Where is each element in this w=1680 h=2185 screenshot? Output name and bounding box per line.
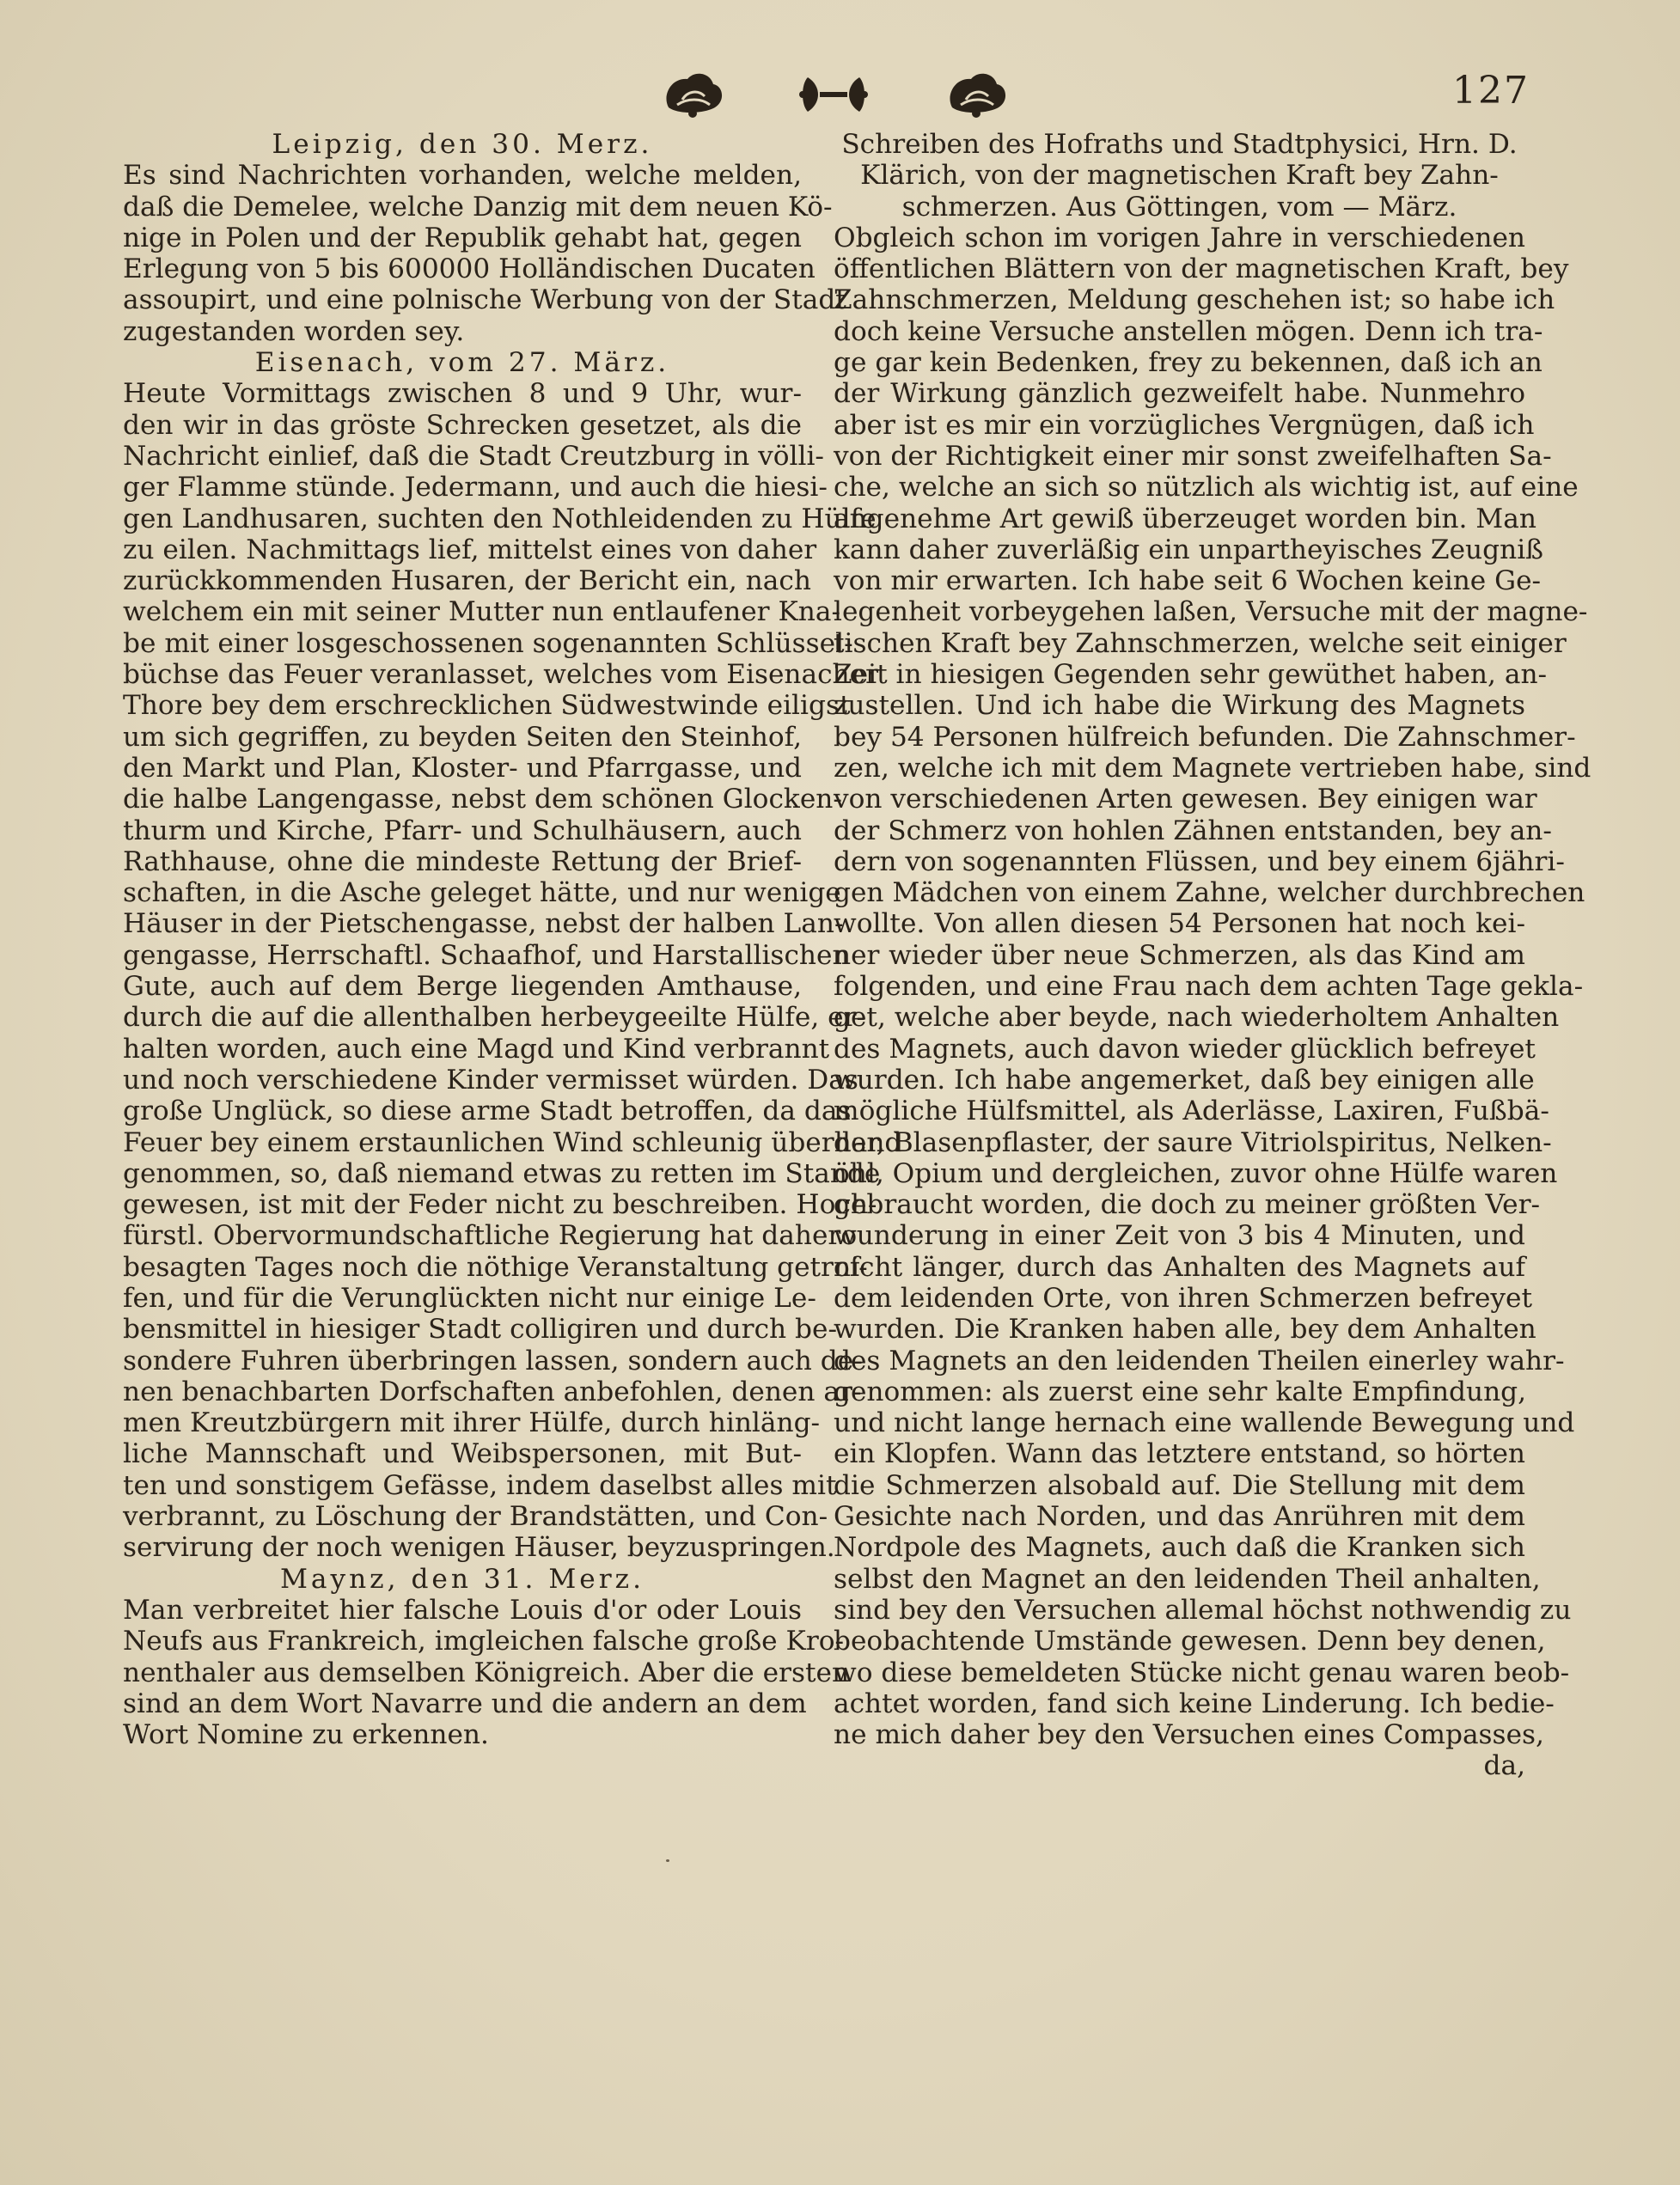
text-line: Zeit in hiesigen Gegenden sehr gewüthet haben, an- <box>834 659 1548 691</box>
text-line: Nachricht einlief, daß die Stadt Creutzburg in völli- <box>123 440 824 472</box>
dateline-leipzig: Leipzig, den 30. Merz. <box>272 129 653 160</box>
text-line: Rathhause, ohne die mindeste Rettung der Brief- <box>123 845 802 877</box>
text-line: Zahnschmerzen, Meldung geschehen ist; so habe ich <box>834 284 1555 316</box>
text-line: wurden. Die Kranken haben alle, bey dem Anhalten <box>834 1314 1536 1346</box>
text-line: Feuer bey einem erstaunlichen Wind schleunig überhand <box>123 1126 902 1158</box>
text-line: beobachtende Umstände gewesen. Denn bey denen, <box>834 1626 1546 1657</box>
text-line: ger Flamme stünde. Jedermann, und auch die hiesi- <box>123 472 828 504</box>
text-line: Gesichte nach Norden, und das Anrühren mit dem <box>834 1501 1525 1533</box>
text-line: Häuser in der Pietschengasse, nebst der halben Lan- <box>123 908 844 940</box>
text-line: nenthaler aus demselben Königreich. Aber die ersten <box>123 1657 850 1688</box>
text-line: gebraucht worden, die doch zu meiner größten Ver- <box>834 1189 1541 1221</box>
text-line: den Markt und Plan, Kloster- und Pfarrgasse, und <box>123 752 802 784</box>
text-line: Man verbreitet hier falsche Louis d'or oder Louis <box>123 1594 802 1626</box>
text-line: ne mich daher bey den Versuchen eines Compasses, <box>834 1719 1544 1751</box>
text-line: halten worden, auch eine Magd und Kind verbrannt <box>123 1033 830 1065</box>
text-line: be mit einer losgeschossenen sogenannten Schlüssel- <box>123 627 853 659</box>
text-line: zugestanden worden sey. <box>123 315 465 347</box>
text-line: mögliche Hülfsmittel, als Aderlässe, Laxiren, Fußbä- <box>834 1096 1549 1127</box>
text-line: Thore bey dem erschrecklichen Südwestwinde eiligst <box>123 690 851 722</box>
text-line: die halbe Langengasse, nebst dem schönen Glocken- <box>123 784 842 815</box>
text-line: von verschiedenen Arten gewesen. Bey einigen war <box>834 784 1537 815</box>
text-line: thurm und Kirche, Pfarr- und Schulhäusern, auch <box>123 815 802 846</box>
text-line: der, Blasenpflaster, der saure Vitriolspiritus, Nelken- <box>834 1126 1552 1158</box>
text-line: doch keine Versuche anstellen mögen. Denn ich tra- <box>834 315 1543 347</box>
text-line: bensmittel in hiesiger Stadt colligiren und durch be- <box>123 1314 837 1346</box>
text-line: ein Klopfen. Wann das letztere entstand, so hörten <box>834 1438 1525 1470</box>
text-line: men Kreutzbürgern mit ihrer Hülfe, durch hinläng- <box>123 1407 821 1439</box>
text-line: nen benachbarten Dorfschaften anbefohlen, denen ar- <box>123 1376 862 1407</box>
fleuron-ornament-icon <box>653 60 1014 129</box>
text-line: kann daher zuverläßig ein unpartheyisches Zeugniß <box>834 534 1543 565</box>
text-line: Heute Vormittags zwischen 8 und 9 Uhr, wur- <box>123 378 802 410</box>
text-line: ge gar kein Bedenken, frey zu bekennen, daß ich an <box>834 347 1543 379</box>
text-line: ten und sonstigem Gefässe, indem daselbst alles mit <box>123 1469 837 1501</box>
text-line: genommen: als zuerst eine sehr kalte Empfindung, <box>834 1376 1527 1407</box>
text-line: genommen, so, daß niemand etwas zu retten im Stande <box>123 1157 881 1189</box>
text-line: che, welche an sich so nützlich als wichtig ist, auf eine <box>834 472 1579 504</box>
text-line: öffentlichen Blättern von der magnetischen Kraft, bey <box>834 253 1569 285</box>
text-line: Obgleich schon im vorigen Jahre in verschiedenen <box>834 222 1525 253</box>
text-line: daß die Demelee, welche Danzig mit dem neuen Kö- <box>123 191 833 223</box>
text-line: wo diese bemeldeten Stücke nicht genau waren beob- <box>834 1657 1570 1688</box>
text-line: wurden. Ich habe angemerket, daß bey einigen alle <box>834 1064 1535 1096</box>
text-line: servirung der noch wenigen Häuser, beyzuspringen. <box>123 1532 835 1564</box>
text-line: fen, und für die Verunglückten nicht nur einige Le- <box>123 1282 816 1314</box>
text-line: öhl, Opium und dergleichen, zuvor ohne Hülfe waren <box>834 1157 1558 1189</box>
text-line: Wort Nomine zu erkennen. <box>123 1719 489 1751</box>
text-line: gen Landhusaren, suchten den Nothleidenden zu Hülfe <box>123 503 877 534</box>
text-line: von mir erwarten. Ich habe seit 6 Wochen keine Ge- <box>834 565 1542 597</box>
text-line: gewesen, ist mit der Feder nicht zu beschreiben. Hoch- <box>123 1189 877 1221</box>
text-line: büchse das Feuer veranlasset, welches vom Eisenacher <box>123 659 879 691</box>
article-title-line: Klärich, von der magnetischen Kraft bey Zahn- <box>860 160 1499 192</box>
text-line: ner wieder über neue Schmerzen, als das Kind am <box>834 939 1525 971</box>
text-line: achtet worden, fand sich keine Linderung. Ich bedie- <box>834 1688 1555 1719</box>
ink-speck <box>666 1859 669 1862</box>
text-line: von der Richtigkeit einer mir sonst zweifelhaften Sa- <box>834 440 1552 472</box>
text-line: die Schmerzen alsobald auf. Die Stellung mit dem <box>834 1469 1525 1501</box>
text-line: wollte. Von allen diesen 54 Personen hat noch kei- <box>834 908 1525 940</box>
article-title-line: schmerzen. Aus Göttingen, vom — März. <box>901 191 1457 223</box>
text-line: und noch verschiedene Kinder vermisset würden. Das <box>123 1064 858 1096</box>
article-title-line: Schreiben des Hofraths und Stadtphysici, Hrn. D. <box>841 129 1518 160</box>
text-line: angenehme Art gewiß überzeuget worden bin. Man <box>834 503 1536 534</box>
text-line: Nordpole des Magnets, auch daß die Kranken sich <box>834 1532 1525 1564</box>
text-line: zustellen. Und ich habe die Wirkung des Magnets <box>834 690 1525 722</box>
text-line: der Wirkung gänzlich gezweifelt habe. Nunmehro <box>834 378 1525 410</box>
dateline-eisenach: Eisenach, vom 27. März. <box>254 347 670 379</box>
text-line: wunderung in einer Zeit von 3 bis 4 Minuten, und <box>834 1220 1525 1252</box>
text-line: gen Mädchen von einem Zahne, welcher durchbrechen <box>834 877 1585 909</box>
text-line: der Schmerz von hohlen Zähnen entstanden, bey an- <box>834 815 1552 846</box>
text-line: große Unglück, so diese arme Stadt betroffen, da das <box>123 1096 852 1127</box>
text-line: legenheit vorbeygehen laßen, Versuche mit der magne- <box>834 596 1588 628</box>
text-line: get, welche aber beyde, nach wiederholtem Anhalten <box>834 1002 1560 1034</box>
text-line: schaften, in die Asche geleget hätte, und nur wenige <box>123 877 841 909</box>
text-line: besagten Tages noch die nöthige Veranstaltung getrof- <box>123 1251 868 1283</box>
left-column <box>123 129 902 1751</box>
text-line: liche Mannschaft und Weibspersonen, mit But- <box>123 1438 802 1470</box>
text-line: welchem ein mit seiner Mutter nun entlaufener Kna- <box>123 596 840 628</box>
text-line: um sich gegriffen, zu beyden Seiten den Steinhof, <box>123 721 802 753</box>
text-line: fürstl. Obervormundschaftliche Regierung hat dahero <box>123 1220 858 1252</box>
text-line: zu eilen. Nachmittags lief, mittelst eines von daher <box>123 534 817 565</box>
text-line: des Magnets, auch davon wieder glücklich befreyet <box>834 1033 1536 1065</box>
text-line: dern von sogenannten Flüssen, und bey einem 6jähri- <box>834 845 1565 877</box>
text-line: Erlegung von 5 bis 600000 Holländischen Ducaten <box>123 253 816 285</box>
text-line: nicht länger, durch das Anhalten des Magnets auf <box>834 1251 1525 1283</box>
text-line: assoupirt, und eine polnische Werbung von der Stadt <box>123 284 846 316</box>
text-line: aber ist es mir ein vorzügliches Vergnügen, daß ich <box>834 409 1535 441</box>
text-line: zurückkommenden Husaren, der Bericht ein, nach <box>123 565 811 597</box>
catchword: da, <box>1483 1750 1525 1782</box>
text-line: sondere Fuhren überbringen lassen, sondern auch de- <box>123 1345 863 1376</box>
right-column <box>834 129 1591 1782</box>
text-line: des Magnets an den leidenden Theilen einerley wahr- <box>834 1345 1565 1376</box>
text-line: bey 54 Personen hülfreich befunden. Die Zahnschmer- <box>834 721 1576 753</box>
text-line: sind an dem Wort Navarre und die andern an dem <box>123 1688 807 1719</box>
text-line: verbrannt, zu Löschung der Brandstätten, und Con- <box>123 1501 828 1533</box>
text-line: den wir in das gröste Schrecken gesetzet, als die <box>123 409 802 441</box>
text-line: Gute, auch auf dem Berge liegenden Amthause, <box>123 971 802 1003</box>
text-line: folgenden, und eine Frau nach dem achten Tage gekla- <box>834 971 1584 1003</box>
text-line: tischen Kraft bey Zahnschmerzen, welche seit einiger <box>834 627 1567 659</box>
text-line: Es sind Nachrichten vorhanden, welche melden, <box>123 160 802 192</box>
text-line: gengasse, Herrschaftl. Schaafhof, und Harstallischen <box>123 939 850 971</box>
text-line: Neufs aus Frankreich, imgleichen falsche große Kro- <box>123 1626 845 1657</box>
text-line: dem leidenden Orte, von ihren Schmerzen befreyet <box>834 1282 1533 1314</box>
page-number: 127 <box>1452 69 1530 113</box>
text-line: durch die auf die allenthalben herbeygeeilte Hülfe, er- <box>123 1002 866 1034</box>
text-line: und nicht lange hernach eine wallende Bewegung und <box>834 1407 1575 1439</box>
text-line: zen, welche ich mit dem Magnete vertrieben habe, sind <box>834 752 1591 784</box>
dateline-maynz: Maynz, den 31. Merz. <box>279 1563 645 1595</box>
text-line: selbst den Magnet an den leidenden Theil anhalten, <box>834 1563 1541 1595</box>
text-line: sind bey den Versuchen allemal höchst nothwendig zu <box>834 1594 1572 1626</box>
text-line: nige in Polen und der Republik gehabt hat, gegen <box>123 222 802 253</box>
